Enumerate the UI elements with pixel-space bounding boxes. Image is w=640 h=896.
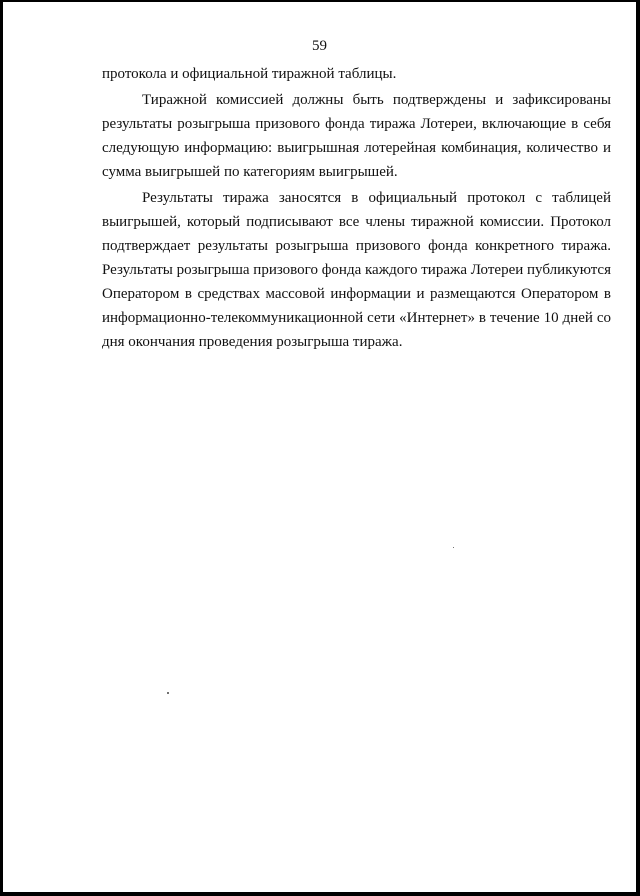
page-number: 59 (312, 38, 327, 54)
scan-speck (453, 547, 454, 548)
paragraph-continuation: протокола и официальной тиражной таблицы. (102, 66, 397, 82)
paragraph-commission-results: Тиражной комиссией должны быть подтверждены и зафиксированы результаты розыгрыша призового фонда тиража Лотереи, включающие в себя следующую информацию: выигрышная лотерейная комбинация, количество и сумма выигрышей по категориям выигрышей. (102, 92, 611, 180)
document-body (102, 62, 611, 354)
paragraph-protocol-publication: Результаты тиража заносятся в официальный протокол с таблицей выигрышей, который подписывают все члены тиражной комиссии. Протокол подтверждает результаты розыгрыша призового фонда конкретного тиража. Результаты розыгрыша призового фонда каждого тиража Лотереи публикуются Оператором в средствах массовой информации и размещаются Оператором в информационно-телекоммуникационной сети «Интернет» в течение 10 дней со дня окончания проведения розыгрыша тиража. (102, 190, 611, 350)
document-page (3, 2, 636, 892)
scan-speck (167, 692, 169, 694)
